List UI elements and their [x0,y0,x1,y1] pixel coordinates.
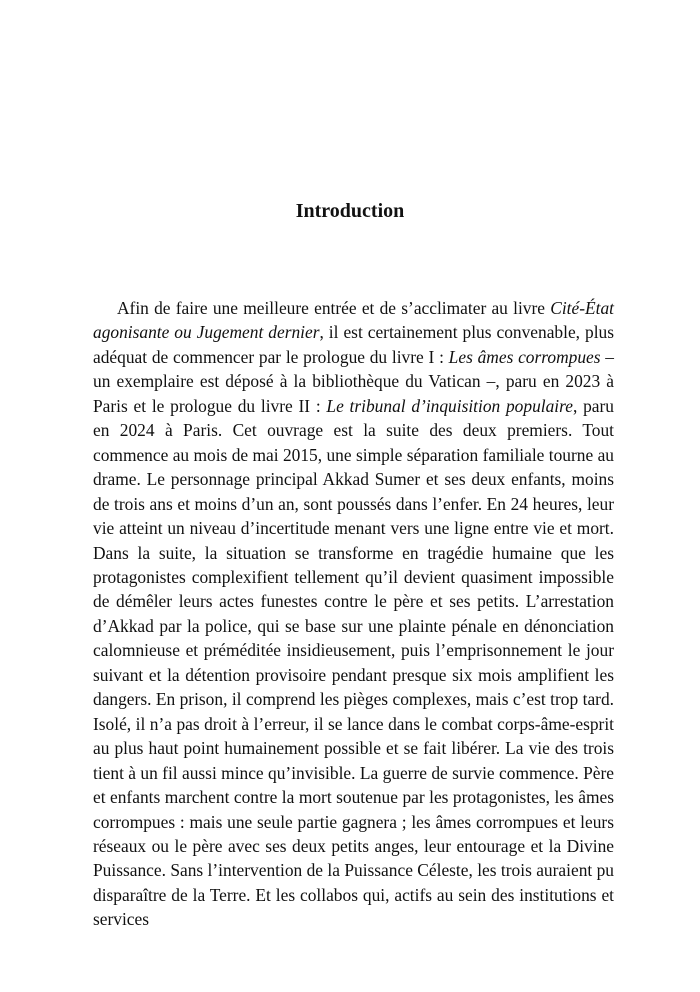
intro-text-segment-1: Afin de faire une meilleure entrée et de s’acclimater au livre [117,298,551,318]
intro-paragraph [93,296,614,932]
book-title-one: Les âmes corrompues [448,346,601,367]
book-title-two: Le tribunal d’inquisition populaire [326,395,573,416]
intro-text-segment-2: , il est certainement plus convenable, plus adéquat de commencer par le prologue du livre I : [93,322,614,367]
book-title-current: Cité-État agonisante ou Jugement dernier [93,298,614,343]
page-title: Introduction [295,200,405,222]
intro-text-segment-4: , paru en 2024 à Paris. Cet ouvrage est la suite des deux premiers. Tout commence au mois de mai 2015, une simple séparation familiale tourne au drame. Le personnage principal Akkad Sumer et ses deux enfants, moins de trois ans et moins d’un an, sont poussés dans l’enfer. En 24 heures, leur vie atteint un niveau d’incertitude menant vers une ligne entre vie et mort. Dans la suite, la situation se transforme en tragédie humaine que les protagonistes complexifient tellement qu’il devient quasiment impossible de démêler leurs actes funestes contre le père et ses petits. L’arrestation d’Akkad par la police, qui se base sur une plainte pénale en dénonciation calomnieuse et préméditée insidieusement, puis l’emprisonnement le jour suivant et la détention provisoire pendant presque six mois amplifient les dangers. En prison, il comprend les pièges complexes, mais c’est trop tard. Isolé, il n’a pas droit à l’erreur, il se lance dans le combat corps-âme-esprit au plus haut point humainement possible et se fait libérer. La vie des trois tient à un fil aussi mince qu’invisible. La guerre de survie commence. Père et enfants marchent contre la mort soutenue par les protagonistes, les âmes corrompues : mais une seule partie gagnera ; les âmes corrompues et leurs réseaux ou le père avec ses deux petits anges, leur entourage et la Divine Puissance. Sans l’intervention de la Puissance Céleste, les trois auraient pu disparaître de la Terre. Et les collabos qui, actifs au sein des institutions et services [93,395,614,930]
intro-text-segment-3: – un exemplaire est déposé à la bibliothèque du Vatican –, paru en 2023 à Paris et le prologue du livre II : [93,346,614,416]
